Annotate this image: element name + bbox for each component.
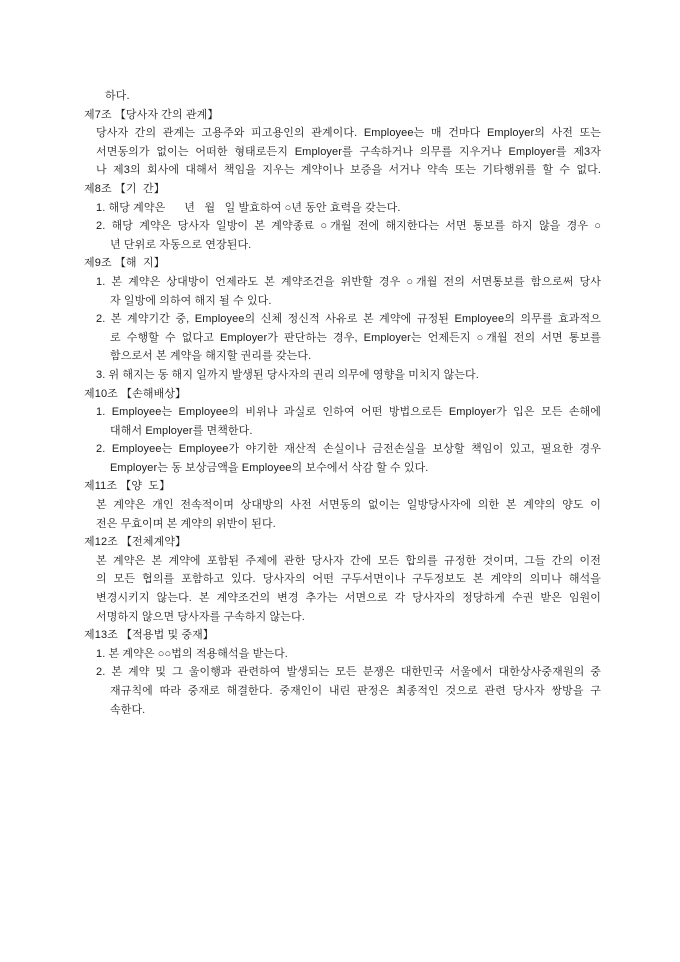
text-line: 변경시키지 않는다. 본 계약조건의 변경 추가는 서면으로 각 당사자의 정당하게 수권 받은 임원이 — [96, 592, 601, 605]
document-body — [84, 87, 601, 719]
text-line: 대해서 Employer를 면책한다. — [110, 424, 253, 437]
text-line: 의 모든 협의를 포함하고 있다. 당사자의 어떤 구두서면이나 구두정보도 본 계약의 의미나 해석을 — [96, 573, 601, 586]
text-line: Employer는 동 보상금액을 Employee의 보수에서 삭감 할 수 있다. — [110, 461, 429, 474]
text-line: 나 제3의 회사에 대해서 책임을 지우는 계약이나 보증을 서거나 약속 또는 기타행위를 할 수 없다. — [96, 164, 601, 177]
text-line: 재규칙에 따라 중재로 해결한다. 중재인이 내린 판정은 최종적인 것으로 관련 당사자 쌍방을 구 — [110, 685, 601, 697]
article-heading: 제11조 【양 도】 — [84, 480, 171, 493]
text-line: 하다. — [105, 90, 130, 102]
text-line: 본 계약은 개인 전속적이며 상대방의 사전 서면동의 없이는 일방당사자에 의한 본 계약의 양도 이 — [96, 499, 601, 512]
text-line: 1. 본 계약은 상대방이 언제라도 본 계약조건을 위반할 경우 ○개월 전의 서면통보를 함으로써 당사 — [96, 275, 601, 288]
text-line: 2. 본 계약 및 그 울이행과 관련하여 발생되는 모든 분쟁은 대한민국 서울에서 대한상사중재원의 중 — [96, 666, 601, 679]
article-heading: 제13조 【적용법 및 중재】 — [84, 629, 214, 642]
text-line: 1. Employee는 Employee의 비위나 과실로 인하여 어떤 방법으로든 Employer가 입은 모든 손해에 — [96, 406, 601, 419]
text-line: 1. 본 계약은 ○○법의 적용해석을 받는다. — [96, 647, 288, 660]
article-heading: 제10조 【손해배상】 — [84, 387, 187, 400]
text-line: 년 단위로 자동으로 연장된다. — [110, 238, 252, 251]
text-line: 당사자 간의 관계는 고용주와 피고용인의 관계이다. Employee는 매 건마다 Employer의 사전 또는 — [96, 127, 601, 140]
article-heading: 제12조 【전체계약】 — [84, 536, 187, 549]
text-line: 속한다. — [110, 703, 146, 716]
text-line: 본 계약은 본 계약에 포함된 주제에 관한 당사자 간에 모든 합의를 규정한 것이며, 그들 간의 이전 — [96, 554, 601, 567]
text-line: 1. 해당 계약은 년 월 일 발효하여 ○년 동안 효력을 갖는다. — [96, 201, 401, 214]
article-heading: 제8조 【기 간】 — [84, 182, 165, 195]
text-line: 로 수행할 수 없다고 Employer가 판단하는 경우, Employer는 언제든지 ○개월 전의 서면 통보를 — [110, 331, 601, 344]
text-line: 2. Employee는 Employee가 야기한 재산적 손실이나 금전손실을 보상할 책임이 있고, 필요한 경우 — [96, 443, 601, 456]
article-heading: 제9조 【해 지】 — [84, 257, 165, 270]
text-line: 함으로서 본 계약을 해지할 권리를 갖는다. — [110, 350, 312, 363]
text-line: 서명하지 않으면 당사자를 구속하지 않는다. — [96, 610, 305, 623]
text-line: 2. 해당 계약은 당사자 일방이 본 계약종료 ○개월 전에 해지한다는 서면 통보를 하지 않을 경우 ○ — [96, 220, 601, 233]
text-line: 자 일방에 의하여 해지 될 수 있다. — [110, 294, 272, 307]
text-line: 서면동의가 없이는 어떠한 형태로든지 Employer를 구속하거나 의무를 지우거나 Employer를 제3자 — [96, 145, 601, 158]
text-line: 2. 본 계약기간 중, Employee의 신체 정신적 사유로 본 계약에 규정된 Employee의 의무를 효과적으 — [96, 313, 601, 326]
article-heading: 제7조 【당사자 간의 관계】 — [84, 108, 219, 121]
text-line: 3. 위 해지는 동 해지 일까지 발생된 당사자의 권리 의무에 영향을 미치지 않는다. — [96, 368, 479, 381]
text-line: 전은 무효이며 본 계약의 위반이 된다. — [96, 517, 276, 530]
